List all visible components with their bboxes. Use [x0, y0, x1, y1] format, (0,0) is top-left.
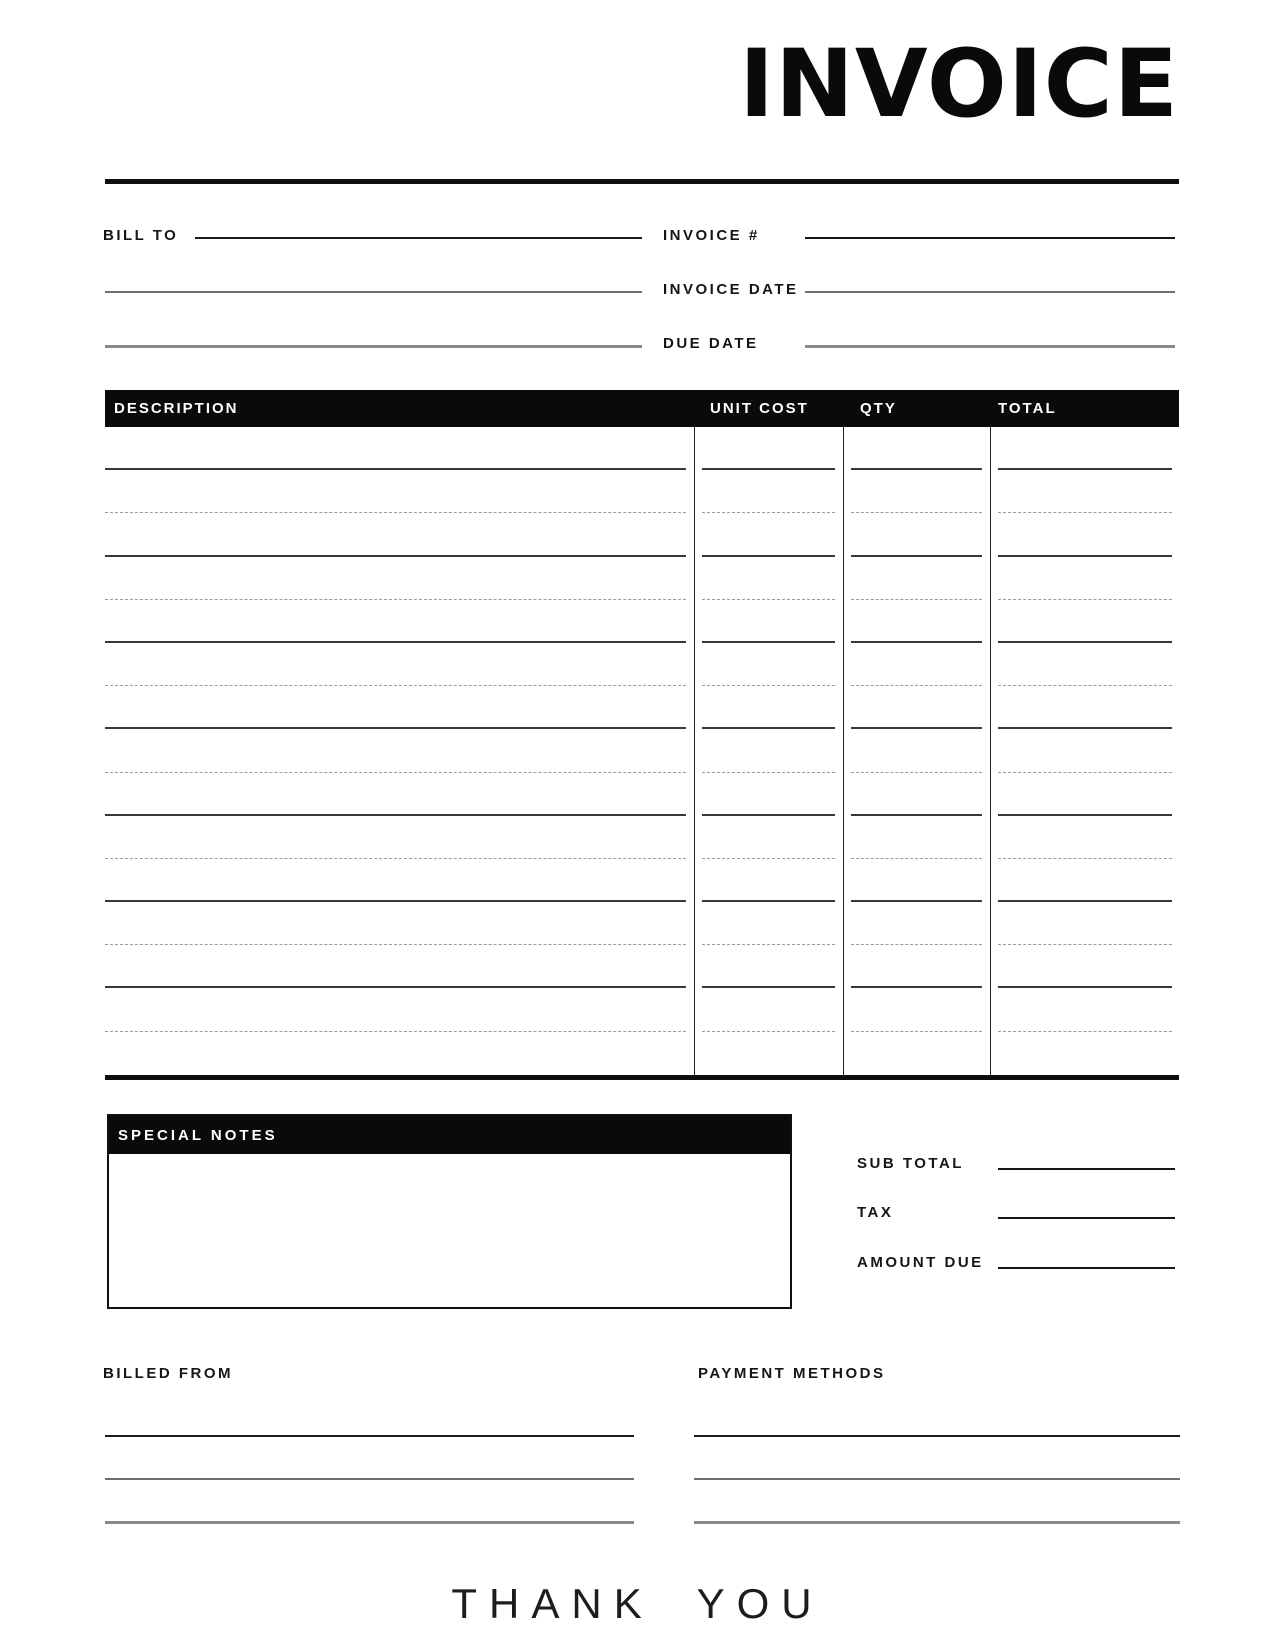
cell-total [998, 857, 1172, 902]
table-row [105, 859, 1179, 902]
tax-line [998, 1217, 1175, 1219]
billed-from-line-2 [105, 1478, 634, 1480]
table-row [105, 643, 1179, 686]
cell-description [105, 425, 686, 470]
page-title: INVOICE [739, 30, 1179, 139]
cell-total [998, 556, 1172, 600]
table-row [105, 816, 1179, 859]
bill-to-line-3 [105, 345, 642, 348]
invoice-date-label: INVOICE DATE [663, 281, 799, 298]
cell-total [998, 728, 1172, 772]
column-header-description: DESCRIPTION [114, 400, 239, 417]
table-row [105, 427, 1179, 470]
table-row [105, 600, 1179, 643]
cell-qty [851, 469, 982, 513]
invoice-date-line [805, 291, 1175, 293]
cell-qty [851, 728, 982, 772]
cell-unit-cost [702, 556, 835, 600]
table-row [105, 686, 1179, 729]
cell-unit-cost [702, 901, 835, 945]
cell-unit-cost [702, 943, 835, 988]
cell-description [105, 511, 686, 556]
cell-total [998, 684, 1172, 729]
cell-qty [851, 771, 982, 816]
column-divider-2 [843, 427, 845, 1075]
due-date-line [805, 345, 1175, 348]
cell-description [105, 728, 686, 772]
cell-qty [851, 943, 982, 988]
billed-from-line-3 [105, 1521, 634, 1524]
payment-methods-line-2 [694, 1478, 1180, 1480]
bill-to-label: BILL TO [103, 227, 179, 244]
cell-total [998, 642, 1172, 686]
invoice-number-label: INVOICE # [663, 227, 760, 244]
sub-total-label: SUB TOTAL [857, 1155, 964, 1172]
special-notes-content [109, 1154, 790, 1309]
cell-unit-cost [702, 728, 835, 772]
cell-qty [851, 598, 982, 643]
cell-total [998, 815, 1172, 859]
cell-total [998, 598, 1172, 643]
cell-unit-cost [702, 771, 835, 816]
cell-total [998, 511, 1172, 556]
payment-methods-line-1 [694, 1435, 1180, 1437]
due-date-label: DUE DATE [663, 335, 759, 352]
cell-qty [851, 857, 982, 902]
cell-qty [851, 556, 982, 600]
cell-description [105, 469, 686, 513]
special-notes-label: SPECIAL NOTES [118, 1126, 278, 1144]
amount-due-line [998, 1267, 1175, 1269]
cell-total [998, 469, 1172, 513]
cell-unit-cost [702, 684, 835, 729]
cell-description [105, 642, 686, 686]
cell-description [105, 598, 686, 643]
payment-methods-line-3 [694, 1521, 1180, 1524]
cell-qty [851, 901, 982, 945]
cell-description [105, 771, 686, 816]
cell-total [998, 943, 1172, 988]
table-row [105, 513, 1179, 556]
title-divider-rule [105, 179, 1179, 184]
cell-qty [851, 815, 982, 859]
column-header-unit-cost: UNIT COST [710, 400, 809, 417]
table-row [105, 902, 1179, 945]
cell-description [105, 987, 686, 1031]
cell-description [105, 857, 686, 902]
items-table-header [105, 390, 1179, 427]
table-row [105, 729, 1179, 772]
cell-qty [851, 425, 982, 470]
cell-description [105, 684, 686, 729]
cell-description [105, 815, 686, 859]
table-row [105, 988, 1179, 1031]
column-divider-3 [990, 427, 992, 1075]
items-table-body [105, 427, 1179, 1080]
sub-total-line [998, 1168, 1175, 1170]
payment-methods-label: PAYMENT METHODS [698, 1365, 886, 1382]
table-row [105, 773, 1179, 816]
cell-unit-cost [702, 598, 835, 643]
cell-qty [851, 987, 982, 1031]
cell-qty [851, 642, 982, 686]
table-row [105, 557, 1179, 600]
cell-qty [851, 511, 982, 556]
cell-unit-cost [702, 815, 835, 859]
amount-due-label: AMOUNT DUE [857, 1254, 984, 1271]
special-notes-header [109, 1116, 790, 1154]
thank-you-text: THANK YOU [451, 1580, 824, 1627]
cell-total [998, 987, 1172, 1031]
tax-label: TAX [857, 1204, 894, 1221]
cell-description [105, 901, 686, 945]
bill-to-line-1 [195, 237, 642, 239]
special-notes-box [107, 1114, 792, 1309]
invoice-number-line [805, 237, 1175, 239]
cell-unit-cost [702, 511, 835, 556]
cell-qty [851, 684, 982, 729]
cell-total [998, 425, 1172, 470]
cell-description [105, 943, 686, 988]
cell-unit-cost [702, 642, 835, 686]
cell-unit-cost [702, 469, 835, 513]
billed-from-label: BILLED FROM [103, 1365, 233, 1382]
table-row [105, 945, 1179, 988]
column-header-qty: QTY [860, 400, 897, 417]
cell-total [998, 771, 1172, 816]
billed-from-line-1 [105, 1435, 634, 1437]
column-divider-1 [694, 427, 696, 1075]
cell-total [998, 901, 1172, 945]
bill-to-line-2 [105, 291, 642, 293]
cell-unit-cost [702, 425, 835, 470]
column-header-total: TOTAL [998, 400, 1057, 417]
cell-description [105, 556, 686, 600]
cell-unit-cost [702, 987, 835, 1031]
cell-unit-cost [702, 857, 835, 902]
table-row [105, 470, 1179, 513]
